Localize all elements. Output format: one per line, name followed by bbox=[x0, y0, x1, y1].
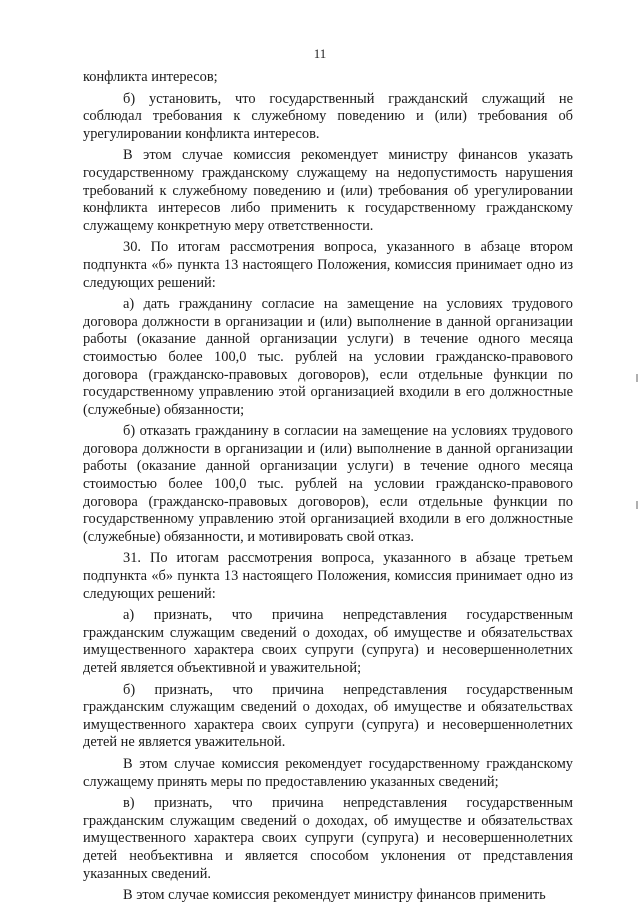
paragraph-6: б) отказать гражданину в согласии на замещение на условиях трудового договора должности в организации и (или) выполнение в данной организации работы (оказание данной организации услуги) в течение одного месяца стоимостью более 100,0 тыс. рублей на условии гражданско-правового договора (гражданско-правовых договоров), если отдельные функции по государственному управлению этой организацией входили в его должностные (служебные) обязанности, и мотивировать свой отказ. bbox=[83, 423, 573, 545]
paragraph-3: В этом случае комиссия рекомендует министру финансов указать государственному гражданскому служащему на недопустимость нарушения требований к служебному поведению и (или) требования об урегулировании конфликта интересов либо применить к государственному гражданскому служащему конкретную меру ответственности. bbox=[83, 147, 573, 234]
paragraph-7: 31. По итогам рассмотрения вопроса, указанного в абзаце третьем подпункта «б» пункта 13 настоящего Положения, комиссия принимает одно из следующих решений: bbox=[83, 550, 573, 602]
paragraph-10: В этом случае комиссия рекомендует государственному гражданскому служащему принять меры по предоставлению указанных сведений; bbox=[83, 755, 573, 790]
paragraph-12: В этом случае комиссия рекомендует министру финансов применить bbox=[123, 887, 546, 904]
paragraph-4: 30. По итогам рассмотрения вопроса, указанного в абзаце втором подпункта «б» пункта 13 настоящего Положения, комиссия принимает одно из следующих решений: bbox=[83, 239, 573, 291]
paragraph-2: б) установить, что государственный гражданский служащий не соблюдал требования к служебному поведению и (или) требования об урегулировании конфликта интересов. bbox=[83, 90, 573, 142]
paragraph-11: в) признать, что причина непредставления государственным гражданским служащим сведений о доходах, об имуществе и обязательствах имущественного характера своих супруги (супруга) и несовершеннолетних детей необъективна и является способом уклонения от представления указанных сведений. bbox=[83, 795, 573, 882]
document-body bbox=[83, 69, 573, 907]
paragraph-8: а) признать, что причина непредставления государственным гражданским служащим сведений о доходах, об имуществе и обязательствах имущественного характера своих супруги (супруга) и несовершеннолетних детей является объективной и уважительной; bbox=[83, 607, 573, 676]
paragraph-5: а) дать гражданину согласие на замещение на условиях трудового договора должности в организации и (или) выполнение в данной организации работы (оказание данной организации услуги) в течение одного месяца стоимостью более 100,0 тыс. рублей на условии гражданско-правового договора (гражданско-правовых договоров), если отдельные функции по государственному управлению этой организацией входили в его должностные (служебные) обязанности; bbox=[83, 296, 573, 418]
scan-margin-mark bbox=[636, 374, 638, 382]
paragraph-9: б) признать, что причина непредставления государственным гражданским служащим сведений о доходах, об имуществе и обязательствах имущественного характера своих супруги (супруга) и несовершеннолетних детей не является уважительной. bbox=[83, 681, 573, 751]
scan-margin-mark bbox=[636, 501, 638, 509]
paragraph-1: конфликта интересов; bbox=[83, 69, 218, 85]
page-number: 11 bbox=[313, 46, 327, 61]
